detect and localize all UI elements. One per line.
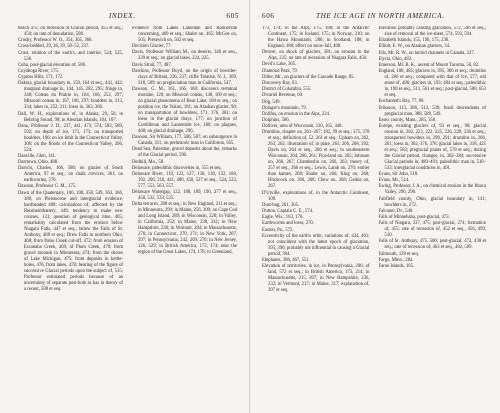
index-entry: District of Columbia, 555. <box>262 87 312 93</box>
index-entry: Dog, 549. <box>262 99 281 105</box>
right-page-header <box>262 12 486 26</box>
index-entry: Emerson, Mr. B. K., ascent of Mount Tacoma, 56, 82. <box>378 62 480 68</box>
index-entry: Evans, Mr., 514. <box>378 178 410 184</box>
index-entry: Diller, Mr., on glaciers of the Cascade Range, 85. <box>262 74 355 80</box>
index-entry: Falmouth, 128 et seq. <box>378 251 419 257</box>
index-entry: Denver, on shock of glaciers, 381; on erosion in the Alps, 235; on rate of recession of Niagara Falls, 450. <box>262 50 370 62</box>
index-entry: Falls of Minnehaha, post-glacial, 473. <box>378 215 450 220</box>
index-entry: Dollfus, on erosion in the Alps, 224. <box>262 111 331 117</box>
index-entry: Dawn of the Quaternary, 106, 108, 358, 549, 363, 366, 380; on Pleistocene and interglacial evidence, hardheaded 480; calculations of, affected by the Rensheimbattery, 449; tendency to make new courses, 131; question of geological time, 465; remarkably calculated from the erosion below Niagara Falls, 447 et seq.; below the Falls of St. Anthony, 468 et seq.; Drew Falls in northern Ohio, 468; from Pulse Creek cut-off, 472; from erosion of Escanaba Creek, 469; of Plum Creek, 470; from gravel mounds in Minnesota, 474; from the shores of Lake Michigan, 475; from deposits in kettle-holes, 476, from lakes, 478; bearing of the figure of successive Glacial periods upon the subject of, 515; Professor estimated periods because of an uncertainty of separate post-hole as has in theory of a recent, 508 et seq. <box>18 190 123 292</box>
index-entry: Eccentricity of the earth's orbit, variations of, 434, 461; not coincident with the latest epoch of glaciation, 395, 396; probably not influential in causing a Glacial period, 394. <box>262 233 370 257</box>
index-entry: Dedhill, Mo., 58. <box>132 159 165 165</box>
index-entry: Dakota, glacial boundary in, 159, 164 et seq., 441, 442; marginal drainage in, 144, 145, 282, 295; fringe in, 348; Coteau du Prairie in, 164, 166, 252, 297; Missouri coteau in, 167, 168, 297; boulders in, 313, 334; lakes in, 252, 311; loess in, 363, 366. <box>18 81 123 111</box>
index-entry: Discovery Bay, 63. <box>262 80 298 86</box>
right-page-number: 606 <box>262 12 275 20</box>
index-entry: Dall, W. H., explorations of, in Alaska, 29, 56; in Behring Sound, 98; in Aleutian Islands, 104, 107. <box>18 111 123 123</box>
right-page <box>250 0 500 413</box>
index-entry: Evans, Sir John, 518. <box>378 172 419 178</box>
index-entry: Elliott, E. W., on Alaskan glaciers, 34. <box>378 44 451 50</box>
index-entry: Dust-bag, 261, 365. <box>262 202 300 208</box>
index-entry: Elevation of territories, in ice, in Pennsylvania, 206; of land, 572 et seq.; in British America, 173, 214; in Massachusetts, 215, 207; in New Hampshire, 236, 232; in Vermont, 217; in Maine, 317; explanation of, 397 et seq. <box>262 264 370 294</box>
index-entry: Elyria, Ohio, 483. <box>378 56 413 62</box>
left-page-columns <box>18 26 239 410</box>
index-entry: Darwin, Charles, 166, 580; on glacier of South America, 97 et seq.; on chalk crevices, 361; on earthworms, 570. <box>18 166 123 184</box>
index-entry: Cuyahoga River, 175. <box>18 68 59 74</box>
index-entry: Eagle, Wis., 163, 176. <box>262 215 304 221</box>
index-entry: Dawson, G. M., 161, 166, 168; discovers terminal moraine, 120; on Missouri coteau, 148, 169 et seq.; on glacial phenomena of Bear Lake, 160 et seq.; on position ice, the Yukon, 181; on Alaskan glacier, 98; on transportation of bowlders, 171, 376, 381; on loess in the glacial drays, 177; on junction of Cordilleran and Laurentide ice, 180; on plagues, 468; on glacial drainage, 296. <box>132 86 237 134</box>
index-entry: Dutton, Captain C. E., 574. <box>262 209 314 214</box>
index-entry: Faroe Islands, 105. <box>378 263 415 269</box>
index-entry: Crosby, Professor W. O., 354, 365, 366. <box>18 38 93 44</box>
index-entry: Elizabeth Islands, 155, 196, 175, 230. <box>378 38 450 44</box>
index-entry: Dolliver, area of Wisconsin, 120, 165, 448. <box>262 124 343 130</box>
index-entry: 173, 174; in the Alps, 175, 188; in the Antarctic Continent, 175; in Iceland, 175; in Norway, 210; on the Hawa Mountains, 286; in Scotland, 188; in England, 188; effect on snow-fall, 408. <box>262 26 370 49</box>
index-entry: Crust, relation of the earth's, and interior, 524, 525, 536. <box>18 50 123 62</box>
index-entry: Dawson, Sir William, 177, 586, 587; on subsurgence in Canada, 311; on prehistoric man in California, 565. <box>132 135 237 147</box>
index-entry: Fargo, Minn., 284. <box>378 257 414 263</box>
index-entry: Eriksson, 113, 386, 512, 539; fossil descendants of preglacial man, 388, 589, 549. <box>378 105 486 117</box>
index-entry: Elephants, 386, 467, 551. <box>262 257 310 263</box>
index-column <box>18 26 123 410</box>
index-entry: Cypress Hills, 171, 172. <box>18 75 64 81</box>
index-entry: Fairfield county, Ohio, glacial boundary in, 141; bowlders in, 272. <box>378 196 486 208</box>
left-page-header <box>18 12 239 26</box>
index-entry: Danville, Glen, 141. <box>18 153 57 159</box>
index-entry: Davis Strait, 77, 487. <box>132 62 172 68</box>
index-entry: evidence from Lakes Lahontan and Bonneville concerning, 469 et seq.; Shaler on, 465; McGee on, 505; Prestwich on, 502 et seq. <box>132 26 237 43</box>
index-entry: Europe, existing glaciers of, 93 et seq., 98; glacial erosion in, 282, 223, 222, 225, 226, 228, 236 et seq.; transported bowlders in, 290, 291; drumlins in, 266, 261; loess in, 362, 376, 378; glacial lakes in, 318, 425 et seq.; 583; preglacial plants of, 578 et seq.; during the Glacial period, changes, in, 382–384; successive Glacial periods in, 480–491; paleolithic man in, 510–533; interglacial conditions in, 491. <box>378 123 486 171</box>
index-entry: Decision Glacier, 77. <box>132 44 172 50</box>
right-page-title: THE ICE AGE IN NORTH AMERICA. <box>316 12 445 20</box>
index-entry: D'Urville, explorations of, in the Antarctic Continent, 109. <box>262 190 370 202</box>
index-entry: Delta terraces, 208 et seq.; in New England, 211 et seq.; in Minnesota, 299; in Maine, 256, 309; on Cape Cod and Long Island, 289; in Wisconsin, 220; in Valley, in California, 252; in Maine, 238, 241; in New Hampshire, 236; in Vermont, 284; in Massachusetts, 276; in Connecticut, 270, 271; in New York, 207, 297; in Pennsylvania, 242, 269, 270; in New Jersey, 126, 529; in British America, 172, 174; near the region of the Great Lakes, 174, 178; in Greenland, <box>132 202 237 256</box>
index-entry: Delaware, paleolithic discoveries in, 555 et seq. <box>132 165 222 171</box>
index-entry: Elevation probably causing glaciation, 572, 596 et seq.; size of removal of the ice-sheet, 574, 593, 594. <box>378 26 486 37</box>
index-entry: Enchanted's Bay, 77, 88. <box>378 99 425 105</box>
index-entry: Falls of Niagara, 337, 475; post-glacial, 274; formation of, 455; rate of recession of, 452 et seq., 456, 499, 510. <box>378 221 486 239</box>
index-entry: Diamond Peak, 79. <box>262 68 298 74</box>
index-entry: Dead Sea, Palestine, gravel deposits about the, remarks of the Glacial period, 590. <box>132 147 237 159</box>
index-entry: Darrtown, Ohio, 488. <box>18 160 59 166</box>
index-entry: beach 475; on recession of Glacial period, 455 et seq.; 450; on rate of denudation, 508. <box>18 26 123 37</box>
index-entry: Dolager's mountain, 79. <box>262 105 307 111</box>
index-entry: Drumlins, chapter on, 261–267; 182, 99 et seq.; 375, 378 et seq.; definition of, 52, 261 et seq.; Upham on, 262, 263, 262; illustration of, in plate, 261; 266, 268, 392; Davis on, 264 et seq., 266 et seq.; in southeastern Wisconsin, 264, 266, 261; Flowland on, 265; Johnson on, 266, 267; Chamberlin on, 266, 263; theory of, 257 et seq., 266 et seq.; Lewis, Lamb on, 270; earlier than kames, 268; Shaler on, 266; King on, 268; Hitchcock on, 266, 268; Chew on, 268; Geikie on, 267. <box>262 130 370 190</box>
left-page-title: INDEX. <box>108 12 136 20</box>
index-entry: Devil's Lake, 305. <box>262 62 297 68</box>
index-entry: Essex county, Mass., 285, 350. <box>378 117 437 123</box>
index-entry: Earthworms and loess, 270. <box>262 221 314 227</box>
index-entry: Dawson, Professor G. M., 175. <box>18 184 77 190</box>
index-entry: Dana, Professor J. D., 237, 441, 473, 574, 583, 589, 592; on depth of ice, 171, 173; on transported boulders, 196; on ice limit in the Connecticut Valley, 300; on the floods of the Connecticut Valley, 306, 524. <box>18 123 123 153</box>
index-entry: Dawkins, Professor Boyd, on the origin of bowlder-clays of Britain, 236, 237; cliffe Treatise, N. J., 309, 318, 509; on preglaciation man in California, 547. <box>132 68 237 86</box>
index-entry: England, 188, 485; glaciers in, 395, 386 et seq.; drumlins of, 266 et seq.; compared with that of Ice, 577; old stone of, 486; glaciers in, 193; 484 et seq.; paleolithic in, 190 et seq., 511, 561 et seq.; post-glacial, 588, 653 et seq. <box>378 69 486 99</box>
index-entry: Cuba, post-glacial elevation of, 586. <box>18 62 87 68</box>
index-entry: Cross-bedded, 29, 36, 39, 50–52, 237. <box>18 44 90 50</box>
index-entry: Ells, Mr. R. W., on buried channels in Canada, 327. <box>378 50 475 56</box>
index-column <box>132 26 237 410</box>
right-page-columns <box>262 26 486 410</box>
left-page-number: 605 <box>226 12 239 20</box>
index-entry: Dolphins, 586. <box>262 118 290 124</box>
index-entry: Ewing, Professor J. A., on chemical erosion in the Ithaca Valley, 296, 298. <box>378 184 486 196</box>
index-entry: Delaware Watergap, 122, 188, 189, 190, 277 et seq., 450, 532, 533, 535. <box>132 190 237 202</box>
index-entry: Falconer, Dr., 548. <box>378 208 414 214</box>
index-entry: Divariel Revenue, 69. <box>262 93 304 99</box>
index-entry: Falls of St. Anthony, 475, 500; post-glacial, 473, 438 et seq.; rate of recession of, 463 et seq., 482, 509. <box>378 239 486 251</box>
index-column <box>379 26 487 410</box>
index-entry: Davis, Professor William M., on deserts, 346 et seq., 339 et seq.; on glacial lakes, 224, 225. <box>132 50 237 62</box>
index-column <box>262 26 370 410</box>
index-entry: Delaware River, 119, 122, 127, 130, 130, 132, 188, 192, 206, 218, 441, 480, 458, 527 et seq., 524, 523, 577, 553, 563, 557. <box>132 171 237 189</box>
index-entry: Easton, Pa., 572. <box>262 227 294 233</box>
